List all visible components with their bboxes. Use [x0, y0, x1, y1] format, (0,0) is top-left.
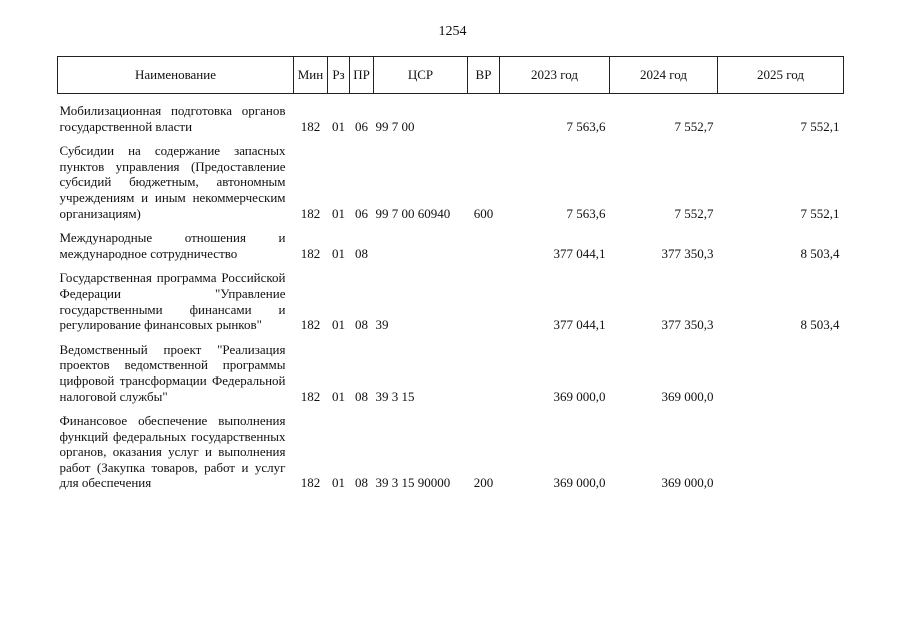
row-csr: 99 7 00 60940 [375, 205, 451, 221]
row-rz: 01 [332, 475, 345, 491]
row-2024: 377 350,3 [661, 317, 714, 333]
row-pr: 08 [355, 388, 368, 404]
row-vr [468, 342, 500, 413]
row-vr [468, 230, 500, 270]
row-csr [374, 230, 468, 270]
header-min: Мин [294, 57, 328, 94]
table-row [58, 94, 844, 144]
row-2023: 369 000,0 [553, 475, 606, 491]
row-2023: 377 044,1 [553, 245, 606, 261]
row-csr: 39 [375, 317, 389, 333]
header-2025: 2025 год [718, 57, 844, 94]
row-pr: 06 [355, 205, 368, 221]
row-name: Государственная программа Российской Федерации "Управление государственными финансами и регулирование финансовых рынков" [59, 270, 286, 333]
row-2024: 7 552,7 [674, 118, 714, 134]
row-pr: 06 [355, 118, 368, 134]
row-2025: 8 503,4 [800, 245, 840, 261]
row-name: Мобилизационная подготовка органов государственной власти [59, 103, 286, 134]
row-vr: 600 [473, 205, 494, 221]
row-rz: 01 [332, 205, 345, 221]
row-rz: 01 [332, 118, 345, 134]
row-2023: 377 044,1 [553, 317, 606, 333]
row-2023: 7 563,6 [566, 118, 606, 134]
row-pr: 08 [355, 245, 368, 261]
header-2024: 2024 год [610, 57, 718, 94]
row-rz: 01 [332, 388, 345, 404]
row-min: 182 [300, 118, 321, 134]
row-2025: 8 503,4 [800, 317, 840, 333]
page-number: 1254 [438, 24, 467, 39]
row-2024: 369 000,0 [661, 475, 714, 491]
table-row [58, 143, 844, 230]
header-2023: 2023 год [500, 57, 610, 94]
row-min: 182 [300, 245, 321, 261]
table-row [58, 342, 844, 413]
row-2025: 7 552,1 [800, 118, 840, 134]
row-name: Субсидии на содержание запасных пунктов управления (Предоставление субсидий бюджетным, автономным учреждениям и иным некоммерческим организациям) [59, 143, 286, 221]
row-vr: 200 [473, 475, 494, 491]
row-pr: 08 [355, 475, 368, 491]
row-2024: 7 552,7 [674, 205, 714, 221]
table-row [58, 413, 844, 500]
row-name: Ведомственный проект "Реализация проектов ведомственной программы цифровой трансформации Федеральной налоговой службы" [59, 341, 286, 404]
row-2025 [718, 342, 844, 413]
row-csr: 99 7 00 [375, 118, 415, 134]
table-row [58, 230, 844, 270]
header-vr: ВР [468, 57, 500, 94]
row-2024: 369 000,0 [661, 388, 714, 404]
row-min: 182 [300, 205, 321, 221]
row-rz: 01 [332, 317, 345, 333]
row-min: 182 [300, 475, 321, 491]
row-vr [468, 94, 500, 144]
row-min: 182 [300, 388, 321, 404]
row-min: 182 [300, 317, 321, 333]
row-csr: 39 3 15 [375, 388, 415, 404]
row-2025: 7 552,1 [800, 205, 840, 221]
row-2023: 7 563,6 [566, 205, 606, 221]
row-2023: 369 000,0 [553, 388, 606, 404]
header-row [58, 57, 844, 94]
table-row [58, 270, 844, 341]
header-rz: Рз [328, 57, 350, 94]
row-csr: 39 3 15 90000 [375, 475, 451, 491]
row-name: Финансовое обеспечение выполнения функций федеральных государственных органов, оказания услуг и выполнения работ (Закупка товаров, работ и услуг для обеспечения [59, 413, 286, 491]
row-2025 [718, 413, 844, 500]
row-2024: 377 350,3 [661, 245, 714, 261]
row-vr [468, 270, 500, 341]
row-name: Международные отношения и международное сотрудничество [59, 230, 286, 261]
row-rz: 01 [332, 245, 345, 261]
header-csr: ЦСР [374, 57, 468, 94]
header-pr: ПР [350, 57, 374, 94]
row-pr: 08 [355, 317, 368, 333]
budget-table [57, 56, 844, 500]
header-name: Наименование [58, 57, 294, 94]
